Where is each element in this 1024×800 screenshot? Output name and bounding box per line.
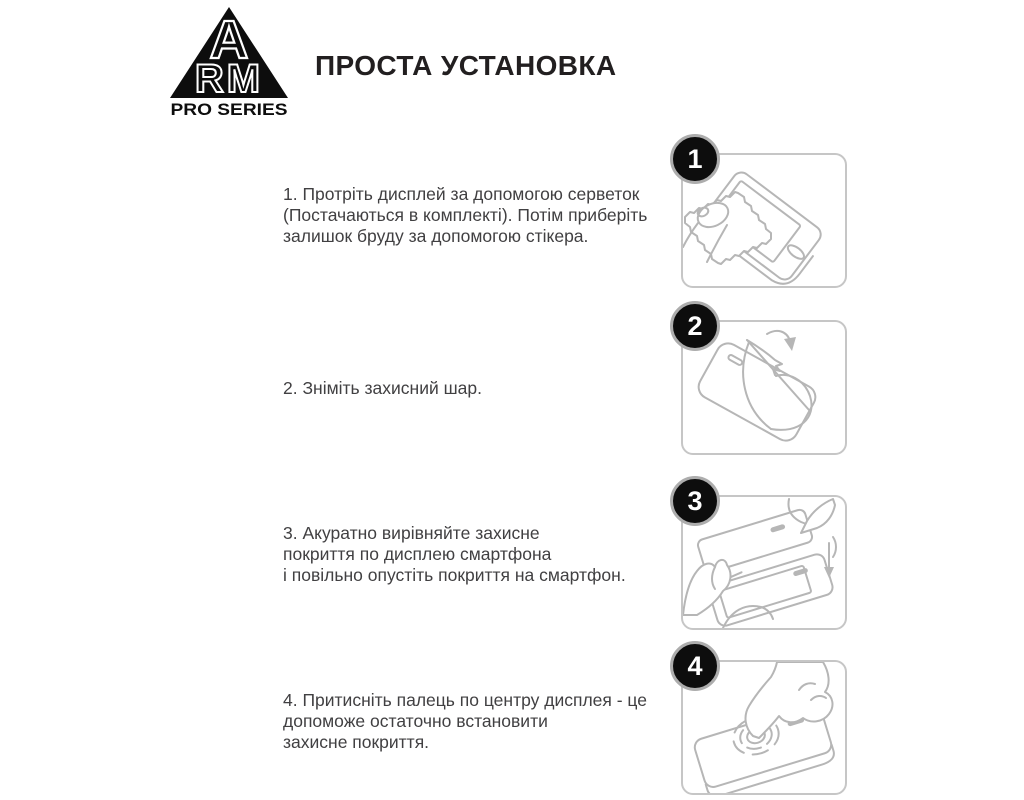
step-4-figure-box xyxy=(681,650,847,795)
step-2-text xyxy=(283,378,482,399)
step-3-figure-box xyxy=(681,485,847,630)
protective-film xyxy=(694,339,819,445)
step-text-line: захисне покриття. xyxy=(283,732,430,752)
step-text-line: і повільно опустіть покриття на смартфон. xyxy=(283,565,626,585)
page-title: ПРОСТА УСТАНОВКА xyxy=(315,50,617,81)
step-text-line: (Постачаються в комплекті). Потім приберіть xyxy=(283,205,648,225)
logo-letter-a: A xyxy=(209,10,249,70)
step-text-line: допоможе остаточно встановити xyxy=(283,711,548,731)
step-text-line: 2. Зніміть захисний шар. xyxy=(283,378,482,398)
step-text-line: 1. Протріть дисплей за допомогою серветок xyxy=(283,184,640,204)
step-2-figure-box xyxy=(681,310,847,455)
logo-letters-rm: RM xyxy=(194,57,264,101)
step-2-number-badge: 2 xyxy=(670,301,720,351)
step-1-figure-box xyxy=(681,143,847,288)
logo-subtitle: PRO SERIES xyxy=(170,100,288,119)
step-1-number-badge: 1 xyxy=(670,134,720,184)
step-text-line: залишок бруду за допомогою стікера. xyxy=(283,226,589,246)
step-3-text xyxy=(283,523,626,586)
step-text-line: покриття по дисплею смартфона xyxy=(283,544,552,564)
arm-pro-series-logo xyxy=(169,6,289,119)
step-text-line: 4. Притисніть палець по центру дисплея - це xyxy=(283,690,647,710)
step-4-number-badge: 4 xyxy=(670,641,720,691)
step-3-number-badge: 3 xyxy=(670,476,720,526)
peeled-corner xyxy=(743,340,811,430)
step-1-text xyxy=(283,184,647,247)
step-4-text xyxy=(283,690,647,753)
curved-arrow-icon xyxy=(767,331,796,351)
step-text-line: 3. Акуратно вирівняйте захисне xyxy=(283,523,540,543)
